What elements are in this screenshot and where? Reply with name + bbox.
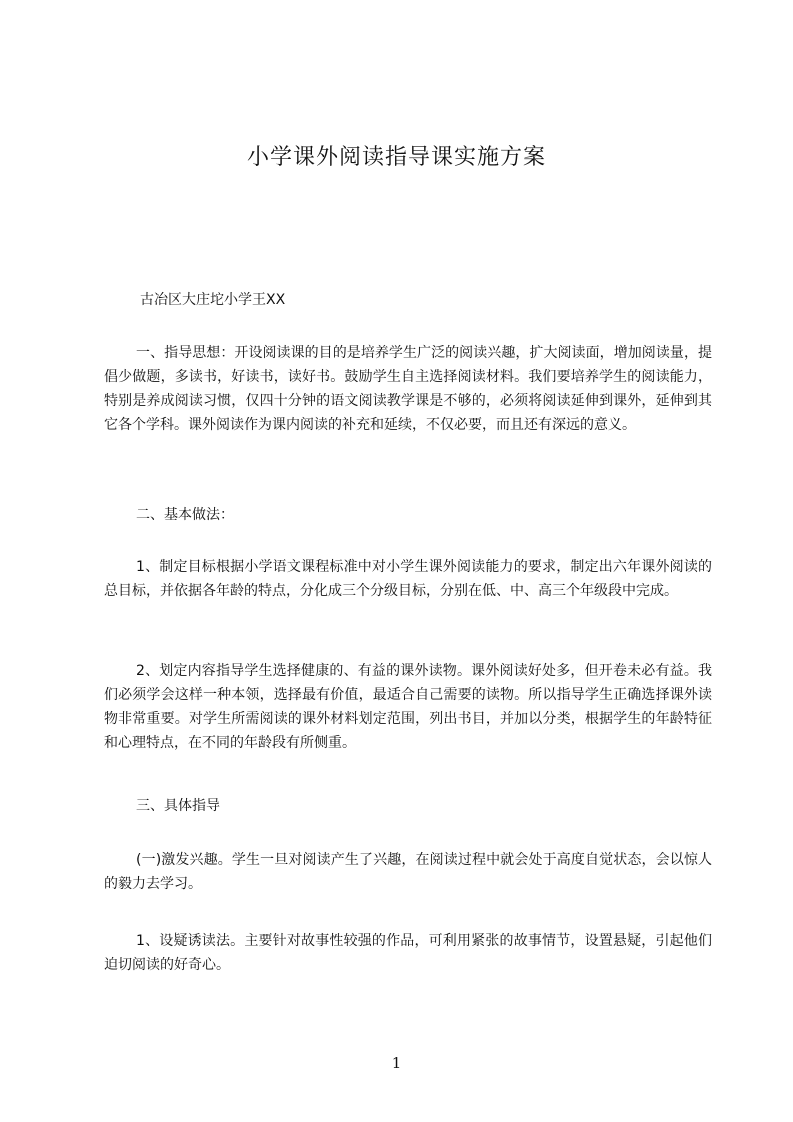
paragraph-text: 2、划定内容指导学生选择健康的、有益的课外读物。课外阅读好处多，但开卷未必有益。我们必须学会这样一种本领，选择最有价值，最适合自己需要的读物。所以指导学生正确选择课外读物非常重要。对学生所需阅读的课外材料划定范围，列出书目，并加以分类，根据学生的年龄特征和心理特点，在不同的年龄段有所侧重。 xyxy=(104,663,712,751)
paragraph-suspense-method xyxy=(104,929,712,977)
paragraph-define-content xyxy=(104,659,712,755)
paragraph-set-goals xyxy=(104,555,712,603)
paragraph-guiding-thought xyxy=(104,341,712,437)
paragraph-text: 1、设疑诱读法。主要针对故事性较强的作品，可利用紧张的故事情节，设置悬疑，引起他们迫切阅读的好奇心。 xyxy=(104,933,712,973)
paragraph-stimulate-interest xyxy=(104,848,712,896)
page-title: 小学课外阅读指导课实施方案 xyxy=(246,145,546,170)
author-line: 古冶区大庄坨小学王XX xyxy=(140,292,286,308)
paragraph-text: 一、指导思想：开设阅读课的目的是培养学生广泛的阅读兴趣，扩大阅读面，增加阅读量，提倡少做题，多读书，好读书，读好书。鼓励学生自主选择阅读材料。我们要培养学生的阅读能力，特别是养成阅读习惯，仅四十分钟的语文阅读教学课是不够的，必须将阅读延伸到课外，延伸到其它各个学科。课外阅读作为课内阅读的补充和延续，不仅必要，而且还有深远的意义。 xyxy=(104,345,712,433)
page-number: 1 xyxy=(391,1054,402,1072)
paragraph-text: 三、具体指导 xyxy=(136,798,220,814)
paragraph-text: 1、制定目标根据小学语文课程标准中对小学生课外阅读能力的要求，制定出六年课外阅读的总目标，并依据各年龄的特点，分化成三个分级目标，分别在低、中、高三个年级段中完成。 xyxy=(104,559,712,599)
paragraph-text: 二、基本做法： xyxy=(136,507,234,523)
heading-basic-methods xyxy=(104,503,712,527)
heading-specific-guidance xyxy=(104,794,712,818)
paragraph-text: (一)激发兴趣。学生一旦对阅读产生了兴趣，在阅读过程中就会处于高度自觉状态，会以惊人的毅力去学习。 xyxy=(104,852,712,892)
